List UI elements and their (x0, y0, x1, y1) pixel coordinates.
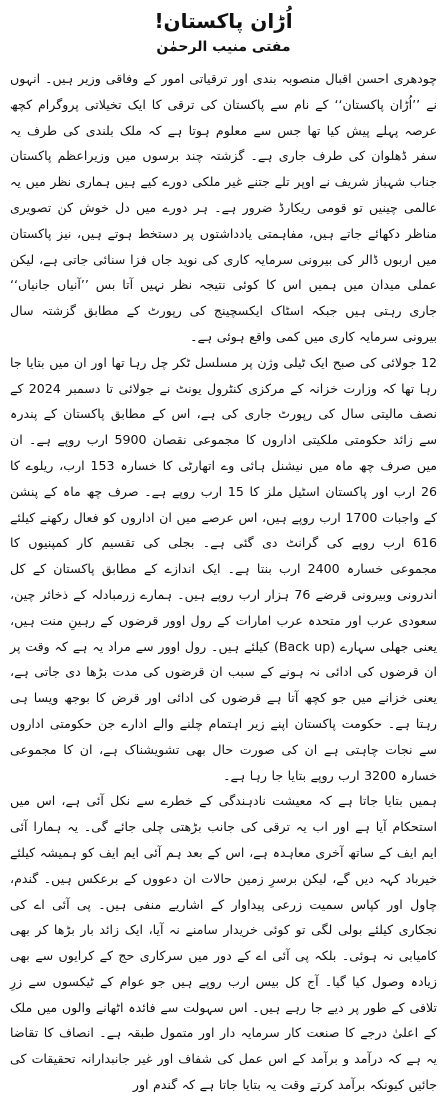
article-paragraph-3: ہمیں بتایا جاتا ہے کہ معیشت نادہندگی کے خطرے سے نکل آئی ہے، اس میں استحکام آیا ہے اور اب یہ ترقی کی جانب بڑھتی چلی جائے گی۔ یہ ہمارا آئی ایم ایف کے ساتھ آخری معاہدہ ہے، اس کے بعد ہم آئی ایم ایف کو ہمیشہ کیلئے خیرباد کہہ دیں گے، لیکن برسرِ زمین حالات ان دعووں کے برعکس ہیں۔ گندم، چاول اور کپاس سمیت زرعی پیداوار کے اشاریے منفی ہیں۔ پی آئی اے کی نجکاری کیلئے بولی لگی تو کوئی خریدار سامنے نہ آیا، ایک زائد بار بڑھا کر بھی کامیابی نہ ہوئی۔ بلکہ پی آئی اے کے دور میں سرکاری حج کے کرایوں سے بھی زیادہ وصول کیا گیا۔ آج کل بیس ارب روپے ہیں جو عوام کے ٹیکسوں سے زرِ تلافی کے طور پر دیے جا رہے ہیں۔ اس سہولت سے فائدہ اٹھانے والوں میں ملک کے اعلیٰ درجے کا صنعت کار سرمایہ دار اور متمول طبقہ ہے۔ انصاف کا تقاضا یہ ہے کہ درآمد و برآمد کے اس عمل کی شفاف اور غیر جانبدارانہ تحقیقات کی جائیں کیونکہ برآمد کرتے وقت یہ بتایا جاتا ہے کہ گندم اور (10, 793, 437, 1093)
article-title: اُڑان پاکستان! (154, 9, 293, 33)
article-paragraph-2: 12 جولائی کی صبح ایک ٹیلی وژن پر مسلسل ٹکر چل رہا تھا اور ان میں بتایا جا رہا تھا کہ وزارت خزانہ کے مرکزی کنٹرول یونٹ نے جولائی تا دسمبر 2024 کے نصف مالیتی سال کی رپورٹ جاری کی ہے، اس کے مطابق پاکستان کے پندرہ سے زائد حکومتی ملکیتی اداروں کا مجموعی نقصان 5900 ارب روپے ہے۔ ان میں صرف چھ ماہ میں نیشنل ہائی وے اتھارٹی کا خسارہ 153 ارب، ریلوے کا 26 ارب اور پاکستان اسٹیل ملز کا 15 ارب روپے ہے۔ صرف چھ ماہ کے پنشن کے واجبات 1700 ارب روپے ہیں، اس عرصے میں ان اداروں کو فعال رکھنے کیلئے 616 ارب روپے کی گرانٹ دی گئی ہے۔ بجلی کی تقسیم کار کمپنیوں کا مجموعی خسارہ 2400 ارب بنتا ہے۔ ایک اندازے کے مطابق پاکستان کے کل اندرونی وبیرونی قرضے 76 ہزار ارب روپے ہیں۔ ہمارے زرمبادلہ کے ذخائر چین، سعودی عرب اور متحدہ عرب امارات کے رول اوور قرضوں کے رہینِ منت ہیں، یعنی جھلی سہارے (Back up) کیلئے ہیں۔ رول اوور سے مراد یہ ہے کہ وقت پر ان قرضوں کی ادائی نہ ہونے کے سبب ان قرضوں کی مدت بڑھا دی جاتی ہے، یعنی خزانے میں جو کچھ آتا ہے قرضوں کی ادائی اور قرض کا بوجھ ویسا ہی رہتا ہے۔ حکومت پاکستان اپنے زیر اہتمام چلنے والے ادارے جن حکومتی اداروں سے نجات چاہتی ہے ان کی صورت حال بھی تشویشناک ہے، ان کا مجموعی خسارہ 3200 ارب روپے بتایا جا رہا ہے۔ (10, 354, 438, 783)
article-paragraph-1: چودھری احسن اقبال منصوبہ بندی اور ترقیاتی امور کے وفاقی وزیر ہیں۔ انہوں نے ’’اُڑان پاکستان‘‘ کے نام سے پاکستان کی ترقی کا ایک تخیلاتی پروگرام کچھ عرصہ پہلے پیش کیا تھا جس سے معلوم ہوتا ہے کہ ملک بلندی کی طرف یہ سفر ڈھلوان کی طرف جاری ہے۔ گزشتہ چند برسوں میں وزیراعظم پاکستان جناب شہباز شریف نے اوپر تلے جتنے غیر ملکی دورے کیے ہیں ہماری نظر میں یہ عالمی چینیں تو قومی ریکارڈ ضرور ہے۔ ہر دورے میں دل خوش کن تصویری مناظر دکھائے جاتے ہیں، مفاہمتی یادداشتوں پر دستخط ہوتے ہیں، نیز پاکستان میں اربوں ڈالر کی بیرونی سرمایہ کاری کی نوید جاں فزا سنائی جاتی ہے، لیکن عملی میدان میں ہمیں اس کا کوئی نتیجہ نظر نہیں آتا بس ’’آنیاں جانیاں‘‘ جاری رہتی ہیں جبکہ اسٹاک ایکسچینج کی رپورٹ کے مطابق گزشتہ سال بیرونی سرمایہ کاری میں کمی واقع ہوئی ہے۔ (10, 71, 437, 344)
author-byline: مفتی منیب الرحمٰن (156, 39, 291, 55)
